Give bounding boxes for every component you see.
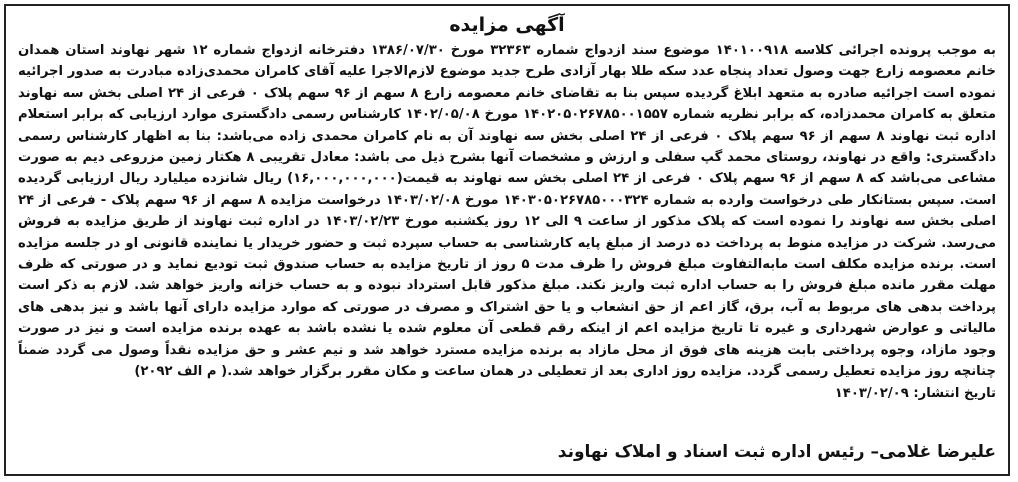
publication-date-label: تاریخ انتشار: bbox=[913, 385, 996, 401]
publication-date bbox=[6, 383, 1008, 404]
signature: علیرضا غلامی– رئیس اداره ثبت اسناد و املاک نهاوند bbox=[557, 442, 996, 462]
notice-title: آگهی مزایده bbox=[449, 14, 565, 36]
publication-date-value: ۱۴۰۳/۰۲/۰۹ bbox=[834, 385, 909, 401]
auction-notice bbox=[4, 4, 1010, 476]
notice-body: به موجب پرونده اجرائی کلاسه ۱۴۰۱۰۰۹۱۸ موضوع سند ازدواج شماره ۳۲۳۶۳ مورخ ۱۳۸۶/۰۷/۳۰ دفترخانه ازدواج شماره ۱۲ شهر نهاوند استان همدان خانم معصومه زارع جهت وصول تعداد پنجاه عدد سکه طلا بهار آزادی طرح جدید موضوع لازم‌الاجرا علیه آقای کامران محمدی‌زاده مبادرت به صدور اجرائیه نموده است اجرائیه صادره به متعهد ابلاغ گردیده سپس بنا به تقاضای خانم معصومه زارع ۸ سهم از ۹۶ سهم پلاک ۰ فرعی از ۲۴ اصلی بخش سه نهاوند متعلق به کامران محمدزاده، که برابر نظریه شماره ۱۴۰۲۰۵۰۲۶۷۸۵۰۰۱۵۵۷ مورخ ۱۴۰۲/۰۵/۰۸ کارشناس رسمی دادگستری موارد ارزیابی که برابر استعلام اداره ثبت نهاوند ۸ سهم از ۹۶ سهم پلاک ۰ فرعی از ۲۴ اصلی بخش سه نهاوند آن به نام کامران محمدی زاده می‌باشد: بنا به اظهار کارشناس رسمی دادگستری: واقع در نهاوند، روستای محمد گپ سفلی و ارزش و مشخصات آنها بشرح ذیل می باشد: معادل تقریبی ۸ هکتار زمین مزروعی دیم به صورت مشاعی می‌باشد که ۸ سهم از ۹۶ سهم پلاک ۰ فرعی از ۲۴ اصلی بخش سه نهاوند به قیمت(۱۶,۰۰۰,۰۰۰,۰۰۰) ریال شانزده میلیارد ریال ارزیابی گردیده است. سپس بستانکار طی درخواست وارده به شماره ۱۴۰۳۰۵۰۲۶۷۸۵۰۰۰۳۲۴ مورخ ۱۴۰۳/۰۲/۰۸ درخواست مزایده ۸ سهم از ۹۶ سهم پلاک - فرعی از ۲۴ اصلی بخش سه نهاوند را نموده است که پلاک مذکور از ساعت ۹ الی ۱۲ روز یکشنبه مورخ ۱۴۰۳/۰۲/۲۳ در اداره ثبت نهاوند از طریق مزایده به فروش می‌رسد. شرکت در مزایده منوط به پرداخت ده درصد از مبلغ پایه کارشناسی به حساب سپرده ثبت و حضور خریدار یا نماینده قانونی او در جلسه مزایده است. برنده مزایده مکلف است مابه‌التفاوت مبلغ فروش را ظرف مدت ۵ روز از تاریخ مزایده به حساب صندوق ثبت تودیع نماید و در صورتی که ظرف مهلت مقرر مانده مبلغ فروش را به حساب اداره ثبت واریز نکند. مبلغ مذکور قابل استرداد نبوده و به حساب خزانه واریز خواهد شد. لازم به ذکر است پرداخت بدهی های مربوط به آب، برق، گاز اعم از حق انشعاب و یا حق اشتراک و مصرف در صورتی که موارد مزایده دارای آنها باشد و نیز بدهی های مالیاتی و عوارض شهرداری و غیره تا تاریخ مزایده اعم از اینکه رقم قطعی آن معلوم شده یا نشده باشد به عهده برنده مزایده است و نیز در صورت وجود مازاد، وجوه پرداختی بابت هزینه های فوق از محل مازاد به برنده مزایده مسترد خواهد شد و نیم عشر و حق مزایده نقداً وصول می گردد ضمناً چنانچه روز مزایده تعطیل رسمی گردد. مزایده روز اداری بعد از تعطیلی در همان ساعت و مکان مقرر برگزار خواهد شد.( م الف ۲۰۹۲) bbox=[18, 43, 997, 380]
